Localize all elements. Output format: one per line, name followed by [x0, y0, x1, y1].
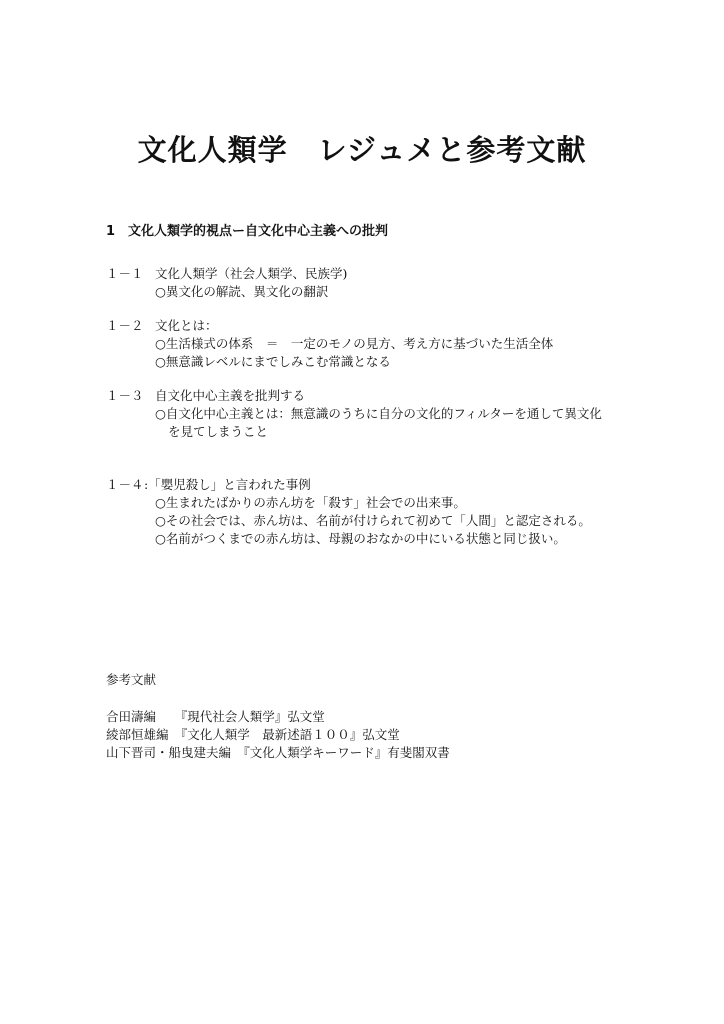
section-heading: 1 文化人類学的視点ー自文化中心主義への批判: [106, 224, 389, 239]
subsection-number: １－２: [106, 318, 144, 333]
page-title: 文化人類学 レジュメと参考文献: [137, 133, 587, 167]
reference-item: 綾部恒雄編 『文化人類学 最新述語１００』弘文堂: [106, 727, 400, 742]
subsection-number: １－４: [106, 477, 144, 492]
subsection-number: １－１: [106, 266, 144, 281]
references-heading: 参考文献: [106, 672, 157, 687]
list-item: ○異文化の解読、異文化の翻訳: [155, 284, 329, 299]
list-item: ○生活様式の体系 ＝ 一定のモノの見方、考え方に基づいた生活全体: [155, 336, 554, 351]
subsection-label: :「嬰児殺し」と言われた事例: [144, 477, 311, 492]
list-item: ○自文化中心主義とは：無意識のうちに自分の文化的フィルターを通して異文化: [155, 406, 602, 421]
subsection-label: 文化人類学（社会人類学、民族学): [155, 266, 348, 281]
list-item: ○名前がつくまでの赤ん坊は、母親のおなかの中にいる状態と同じ扱い。: [155, 531, 566, 546]
subsection-label: 文化とは：: [155, 318, 218, 333]
subsection-label: 自文化中心主義を批判する: [155, 388, 306, 403]
list-item: ○無意識レベルにまでしみこむ常識となる: [155, 354, 391, 369]
list-item: ○生まれたばかりの赤ん坊を「殺す」社会での出来事。: [155, 495, 466, 510]
reference-item: 合田濤編 『現代社会人類学』弘文堂: [106, 709, 325, 724]
reference-item: 山下晋司・船曳建夫編 『文化人類学キーワード』有斐閣双書: [106, 745, 450, 760]
list-item-continuation: を見てしまうこと: [168, 424, 269, 439]
list-item: ○その社会では、赤ん坊は、名前が付けられて初めて「人間」と認定される。: [155, 513, 591, 528]
subsection-number: １－３: [106, 388, 144, 403]
